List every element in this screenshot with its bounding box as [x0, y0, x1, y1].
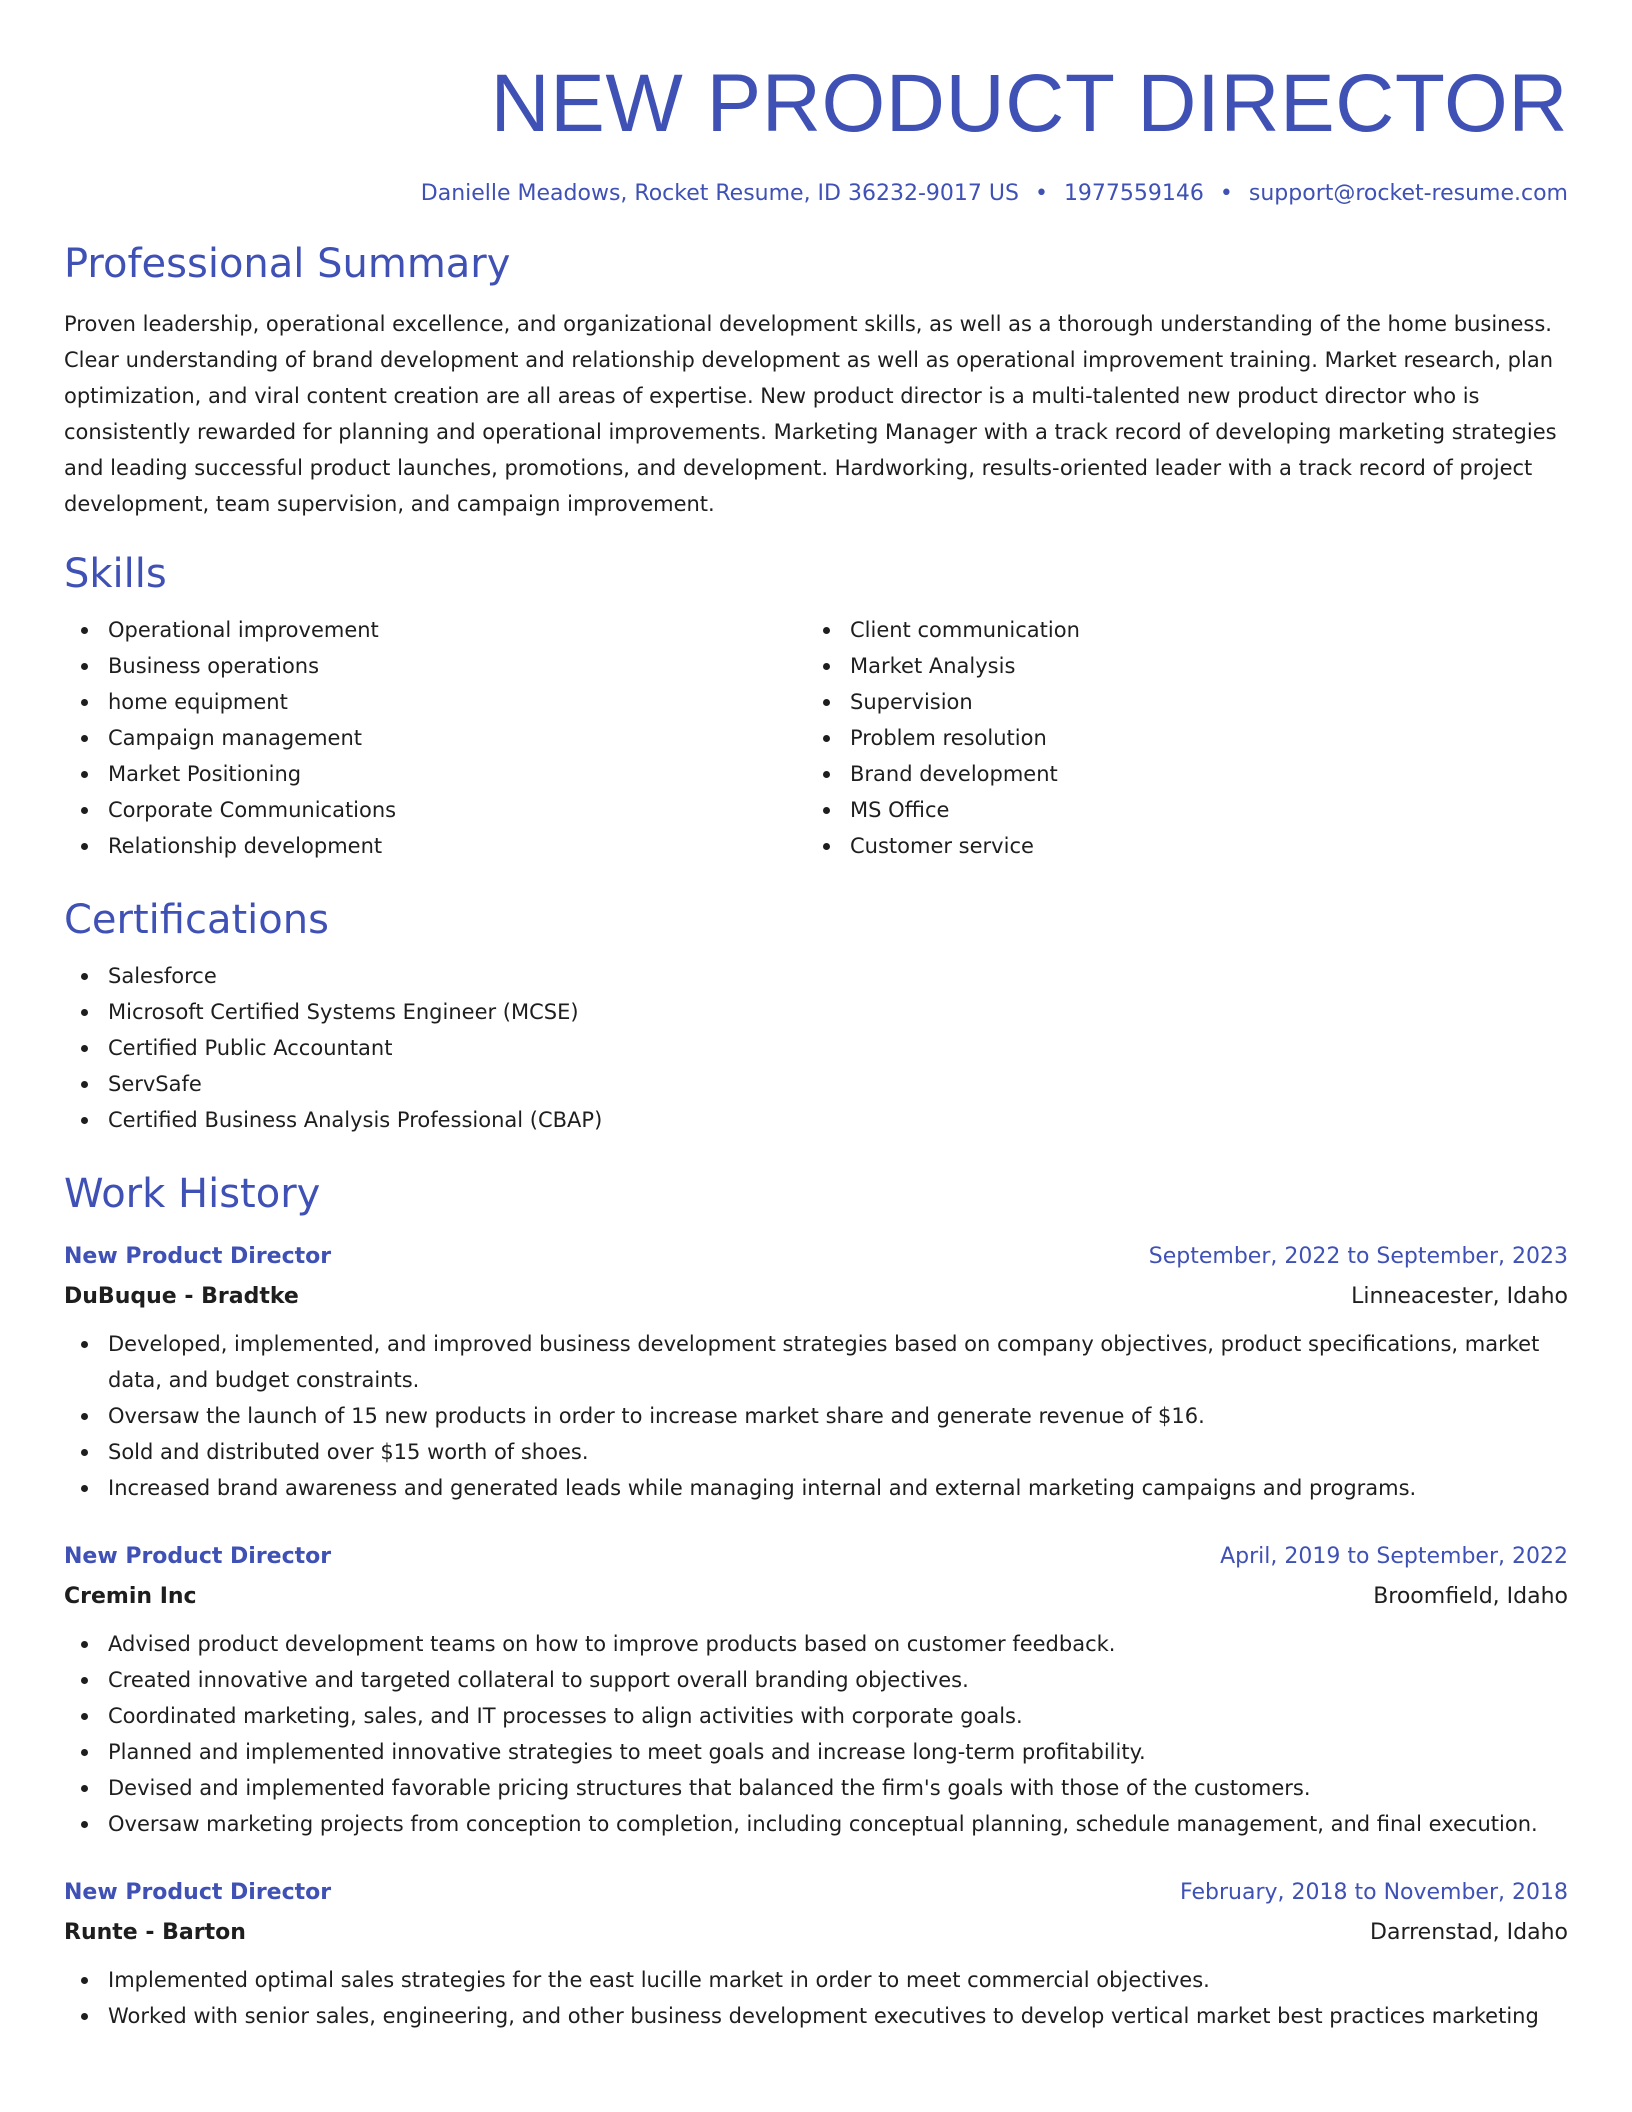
skills-grid [64, 612, 1568, 864]
job-location: Linneacester, Idaho [1351, 1284, 1568, 1309]
certification-item: ServSafe [108, 1066, 1568, 1102]
job-header [64, 1240, 1568, 1274]
skill-item: Relationship development [108, 828, 806, 864]
work-history-heading: Work History [64, 1171, 321, 1217]
resume-title: NEW PRODUCT DIRECTOR [490, 58, 1568, 149]
job-bullet: Created innovative and targeted collateral to support overall branding objectives. [108, 1662, 1568, 1698]
contact-email: support@rocket-resume.com [1248, 181, 1568, 206]
skill-item: Business operations [108, 648, 806, 684]
job-bullet: Developed, implemented, and improved business development strategies based on company objectives, product specifications, market data, and budget constraints. [108, 1326, 1568, 1398]
job-company: Cremin Inc [64, 1584, 197, 1609]
job-subheader [64, 1280, 1568, 1314]
certifications-heading: Certifications [64, 897, 329, 943]
job-entry [64, 1876, 1568, 2034]
certification-item: Certified Public Accountant [108, 1030, 1568, 1066]
job-title: New Product Director [64, 1244, 332, 1269]
summary-text: Proven leadership, operational excellence, and organizational development skills, as well as a thorough understanding of the home business. Clear understanding of brand development and relationship development as well as operational improvement training. Market research, plan optimization, and viral content creation are all areas of expertise. New product director is a multi-talented new product director who is consistently rewarded for planning and operational improvements. Marketing Manager with a track record of developing marketing strategies and leading successful product launches, promotions, and development. Hardworking, results-oriented leader with a track record of project development, team supervision, and campaign improvement. [64, 312, 1557, 516]
job-location: Darrenstad, Idaho [1370, 1920, 1568, 1945]
job-bullet: Sold and distributed over $15 worth of shoes. [108, 1434, 1568, 1470]
skill-item: Campaign management [108, 720, 806, 756]
job-header [64, 1876, 1568, 1910]
job-company: Runte - Barton [64, 1920, 246, 1945]
job-location: Broomfield, Idaho [1373, 1584, 1568, 1609]
summary-heading: Professional Summary [64, 241, 511, 287]
skill-item: MS Office [850, 792, 1548, 828]
job-entry [64, 1540, 1568, 1842]
job-bullet: Oversaw the launch of 15 new products in order to increase market share and generate revenue of $16. [108, 1398, 1568, 1434]
job-bullet: Advised product development teams on how to improve products based on customer feedback. [108, 1626, 1568, 1662]
skill-item: Brand development [850, 756, 1548, 792]
contact-address: Danielle Meadows, Rocket Resume, ID 36232-9017 US [420, 181, 1019, 206]
job-dates: September, 2022 to September, 2023 [1148, 1244, 1568, 1269]
contact-phone: 1977559146 [1063, 181, 1204, 206]
contact-line [64, 178, 1568, 210]
job-bullet: Implemented optimal sales strategies for the east lucille market in order to meet commercial objectives. [108, 1962, 1568, 1998]
job-bullets [64, 1962, 1568, 2034]
skill-item: home equipment [108, 684, 806, 720]
skills-column-left [64, 612, 806, 864]
job-bullet: Worked with senior sales, engineering, and other business development executives to develop vertical market best practices marketing [108, 1998, 1568, 2034]
skill-item: Market Positioning [108, 756, 806, 792]
job-bullet: Coordinated marketing, sales, and IT processes to align activities with corporate goals. [108, 1698, 1568, 1734]
job-subheader [64, 1580, 1568, 1614]
certification-item: Salesforce [108, 958, 1568, 994]
contact-separator: • [1219, 181, 1233, 206]
skill-item: Customer service [850, 828, 1548, 864]
job-bullets [64, 1326, 1568, 1506]
job-header [64, 1540, 1568, 1574]
job-bullet: Devised and implemented favorable pricing structures that balanced the firm's goals with those of the customers. [108, 1770, 1568, 1806]
skills-heading: Skills [64, 551, 167, 597]
skill-item: Problem resolution [850, 720, 1548, 756]
certification-item: Certified Business Analysis Professional (CBAP) [108, 1102, 1568, 1138]
skill-item: Corporate Communications [108, 792, 806, 828]
job-dates: February, 2018 to November, 2018 [1180, 1880, 1568, 1905]
job-title: New Product Director [64, 1544, 332, 1569]
certification-item: Microsoft Certified Systems Engineer (MCSE) [108, 994, 1568, 1030]
job-company: DuBuque - Bradtke [64, 1284, 299, 1309]
job-entry [64, 1240, 1568, 1506]
job-subheader [64, 1916, 1568, 1950]
job-bullets [64, 1626, 1568, 1842]
skill-item: Supervision [850, 684, 1548, 720]
skills-column-right [806, 612, 1548, 864]
contact-separator: • [1034, 181, 1048, 206]
skill-item: Market Analysis [850, 648, 1548, 684]
certifications-list [64, 958, 1568, 1138]
job-title: New Product Director [64, 1880, 332, 1905]
skill-item: Client communication [850, 612, 1548, 648]
job-dates: April, 2019 to September, 2022 [1220, 1544, 1568, 1569]
job-bullet: Planned and implemented innovative strategies to meet goals and increase long-term profitability. [108, 1734, 1568, 1770]
job-bullet: Increased brand awareness and generated leads while managing internal and external marketing campaigns and programs. [108, 1470, 1568, 1506]
job-bullet: Oversaw marketing projects from conception to completion, including conceptual planning, schedule management, and final execution. [108, 1806, 1568, 1842]
skill-item: Operational improvement [108, 612, 806, 648]
